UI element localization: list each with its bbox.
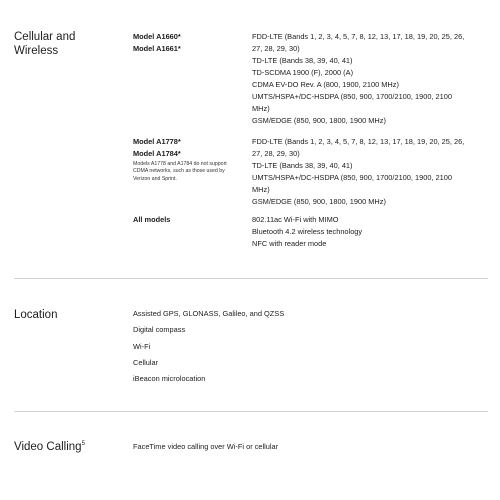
- model-a1784-label: Model A1784*: [133, 149, 181, 158]
- spec-line: 27, 28, 29, 30): [252, 149, 300, 158]
- spec-line: UMTS/HSPA+/DC-HSDPA (850, 900, 1700/2100, 1900, 2100: [252, 173, 452, 182]
- spec-line: CDMA EV-DO Rev. A (800, 1900, 2100 MHz): [252, 80, 399, 89]
- spec-line: 802.11ac Wi-Fi with MIMO: [252, 215, 339, 224]
- model-a1660-label: Model A1660*: [133, 32, 181, 41]
- location-heading: Location: [14, 309, 58, 321]
- location-list: [133, 306, 493, 387]
- video-calling-item: FaceTime video calling over Wi-Fi or cellular: [133, 442, 279, 451]
- footnote-mark: 5: [81, 441, 85, 448]
- spec-line: UMTS/HSPA+/DC-HSDPA (850, 900, 1700/2100, 1900, 2100: [252, 92, 452, 101]
- location-item: Digital compass: [133, 325, 186, 335]
- spec-line: MHz): [252, 185, 270, 194]
- video-calling-list: [133, 439, 493, 455]
- location-item: Cellular: [133, 357, 159, 367]
- spec-line: FDD-LTE (Bands 1, 2, 3, 4, 5, 7, 8, 12, 13, 17, 18, 19, 20, 25, 26,: [252, 137, 465, 146]
- video-calling-heading: [14, 440, 85, 454]
- spec-line: GSM/EDGE (850, 900, 1800, 1900 MHz): [252, 116, 386, 125]
- video-calling-heading-text: Video Calling: [14, 441, 82, 453]
- spec-line: GSM/EDGE (850, 900, 1800, 1900 MHz): [252, 197, 386, 206]
- spec-line: FDD-LTE (Bands 1, 2, 3, 4, 5, 7, 8, 12, 13, 17, 18, 19, 20, 25, 26,: [252, 32, 465, 41]
- section-divider: [14, 278, 488, 279]
- cellular-wireless-heading: [14, 30, 75, 58]
- spec-line: Bluetooth 4.2 wireless technology: [252, 227, 363, 236]
- spec-line: NFC with reader mode: [252, 239, 327, 248]
- location-item: iBeacon microlocation: [133, 374, 206, 384]
- location-item: Wi-Fi: [133, 341, 151, 351]
- all-models-label: All models: [133, 215, 171, 224]
- location-item: Assisted GPS, GLONASS, Galileo, and QZSS: [133, 309, 285, 318]
- section-divider: [14, 411, 488, 412]
- spec-line: MHz): [252, 104, 270, 113]
- cdma-footnote: Models A1778 and A1784 do not support CDMA networks, such as those used by Verizon and Sprint.: [133, 161, 227, 182]
- cellular-heading-line2: Wireless: [14, 45, 59, 57]
- spec-line: TD-SCDMA 1900 (F), 2000 (A): [252, 68, 354, 77]
- group3-spec-list: [252, 214, 496, 250]
- group1-spec-list: [252, 31, 496, 127]
- model-a1778-label: Model A1778*: [133, 137, 181, 146]
- cellular-heading-line1: Cellular and: [14, 31, 76, 43]
- spec-line: 27, 28, 29, 30): [252, 44, 300, 53]
- group2-spec-list: [252, 136, 496, 208]
- spec-line: TD-LTE (Bands 38, 39, 40, 41): [252, 161, 353, 170]
- spec-line: TD-LTE (Bands 38, 39, 40, 41): [252, 56, 353, 65]
- model-a1661-label: Model A1661*: [133, 44, 181, 53]
